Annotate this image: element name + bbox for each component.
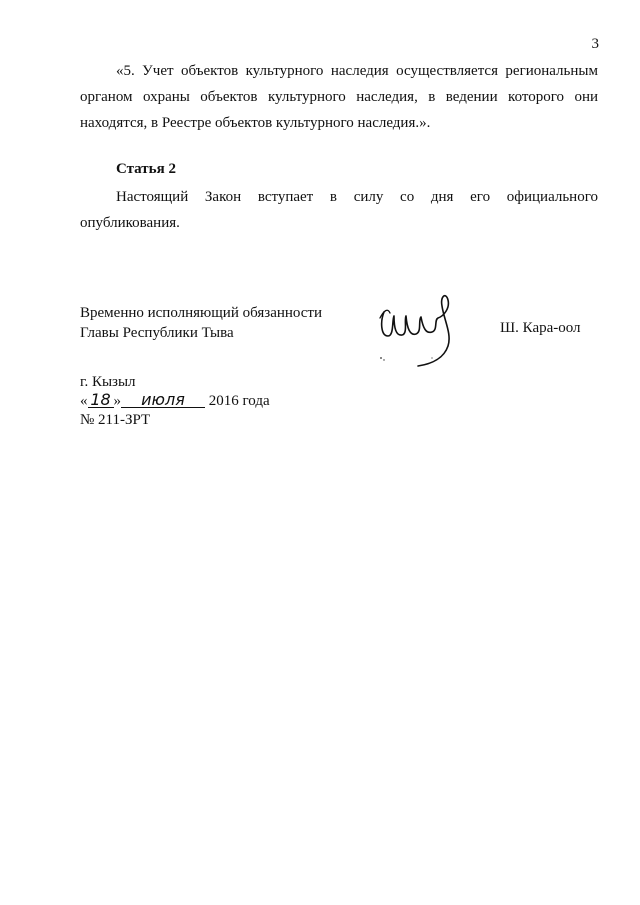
- date-month-handwritten: июля: [121, 392, 205, 408]
- date-quote-open: «: [80, 393, 88, 409]
- article-paragraph: Настоящий Закон вступает в силу со дня его официального опубликования.: [80, 189, 598, 231]
- amendment-paragraph: «5. Учет объектов культурного наследия осуществляется региональным органом охраны объектов культурного наследия, в ведении которого они находятся, в Реестре объектов культурного наследия.».: [80, 63, 598, 131]
- date-year: 2016 года: [208, 393, 270, 409]
- signer-title: [80, 303, 322, 343]
- date-line: [80, 392, 270, 411]
- page-number: 3: [591, 36, 599, 52]
- signer-title-line2: Главы Республики Тыва: [80, 325, 234, 341]
- handwritten-signature: [370, 280, 470, 370]
- signer-name: Ш. Кара-оол: [500, 320, 581, 336]
- law-number: № 211-ЗРТ: [80, 412, 151, 428]
- place-date-block: [80, 373, 270, 430]
- signer-title-line1: Временно исполняющий обязанности: [80, 305, 323, 321]
- date-day-handwritten: 18: [88, 392, 114, 408]
- article-heading: Статья 2: [116, 161, 176, 177]
- city-label: г. Кызыл: [80, 374, 136, 390]
- date-quote-close: »: [113, 393, 121, 409]
